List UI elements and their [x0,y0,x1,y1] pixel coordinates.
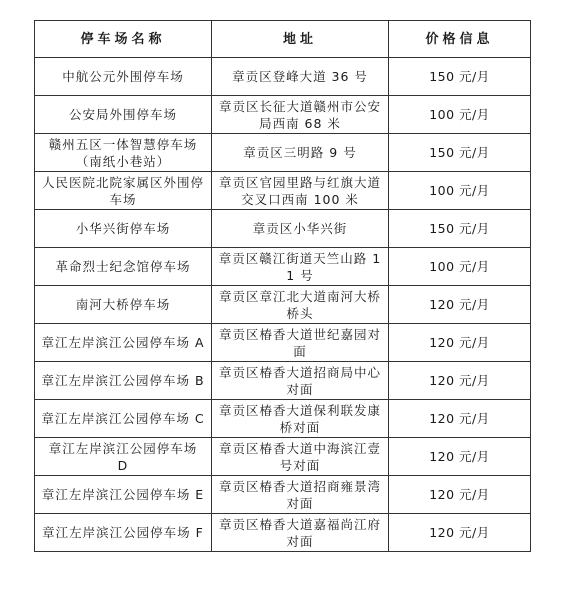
table-row [35,58,531,96]
cell-price: 120 元/月 [389,286,531,324]
cell-address: 章贡区登峰大道 36 号 [212,58,389,96]
cell-address: 章贡区三明路 9 号 [212,134,389,172]
cell-parking-name: 公安局外围停车场 [35,96,212,134]
cell-parking-name: 章江左岸滨江公园停车场 B [35,362,212,400]
cell-price: 120 元/月 [389,514,531,552]
header-row [35,21,531,58]
table-row [35,514,531,552]
parking-price-table [34,20,531,552]
cell-parking-name: 革命烈士纪念馆停车场 [35,248,212,286]
table-row [35,400,531,438]
cell-parking-name: 南河大桥停车场 [35,286,212,324]
table-header [35,21,531,58]
header-parking-name: 停车场名称 [35,21,212,58]
cell-price: 120 元/月 [389,438,531,476]
cell-price: 150 元/月 [389,58,531,96]
table-row [35,172,531,210]
cell-parking-name: 章江左岸滨江公园停车场 A [35,324,212,362]
cell-address: 章贡区椿香大道招商雍景湾对面 [212,476,389,514]
cell-parking-name: 赣州五区一体智慧停车场（南纸小巷站） [35,134,212,172]
cell-address: 章贡区长征大道赣州市公安局西南 68 米 [212,96,389,134]
header-address: 地址 [212,21,389,58]
cell-parking-name: 章江左岸滨江公园停车场 F [35,514,212,552]
cell-price: 120 元/月 [389,362,531,400]
table-row [35,438,531,476]
cell-address: 章贡区椿香大道保利联发康桥对面 [212,400,389,438]
cell-parking-name: 章江左岸滨江公园停车场 D [35,438,212,476]
cell-address: 章贡区章江北大道南河大桥桥头 [212,286,389,324]
table-row [35,476,531,514]
cell-parking-name: 小华兴街停车场 [35,210,212,248]
cell-price: 120 元/月 [389,400,531,438]
cell-address: 章贡区官园里路与红旗大道交叉口西南 100 米 [212,172,389,210]
cell-price: 100 元/月 [389,248,531,286]
table-row [35,324,531,362]
table-row [35,96,531,134]
table-row [35,210,531,248]
cell-address: 章贡区椿香大道世纪嘉园对面 [212,324,389,362]
cell-price: 100 元/月 [389,172,531,210]
cell-address: 章贡区小华兴街 [212,210,389,248]
cell-address: 章贡区椿香大道招商局中心对面 [212,362,389,400]
cell-address: 章贡区赣江街道天竺山路 11 号 [212,248,389,286]
table-row [35,248,531,286]
cell-parking-name: 人民医院北院家属区外围停车场 [35,172,212,210]
cell-parking-name: 章江左岸滨江公园停车场 C [35,400,212,438]
cell-price: 100 元/月 [389,96,531,134]
table-row [35,286,531,324]
cell-price: 150 元/月 [389,210,531,248]
cell-price: 120 元/月 [389,324,531,362]
cell-address: 章贡区椿香大道嘉福尚江府对面 [212,514,389,552]
header-price: 价格信息 [389,21,531,58]
table-body [35,58,531,552]
cell-parking-name: 中航公元外围停车场 [35,58,212,96]
cell-price: 120 元/月 [389,476,531,514]
cell-parking-name: 章江左岸滨江公园停车场 E [35,476,212,514]
cell-price: 150 元/月 [389,134,531,172]
table-row [35,134,531,172]
table-row [35,362,531,400]
cell-address: 章贡区椿香大道中海滨江壹号对面 [212,438,389,476]
